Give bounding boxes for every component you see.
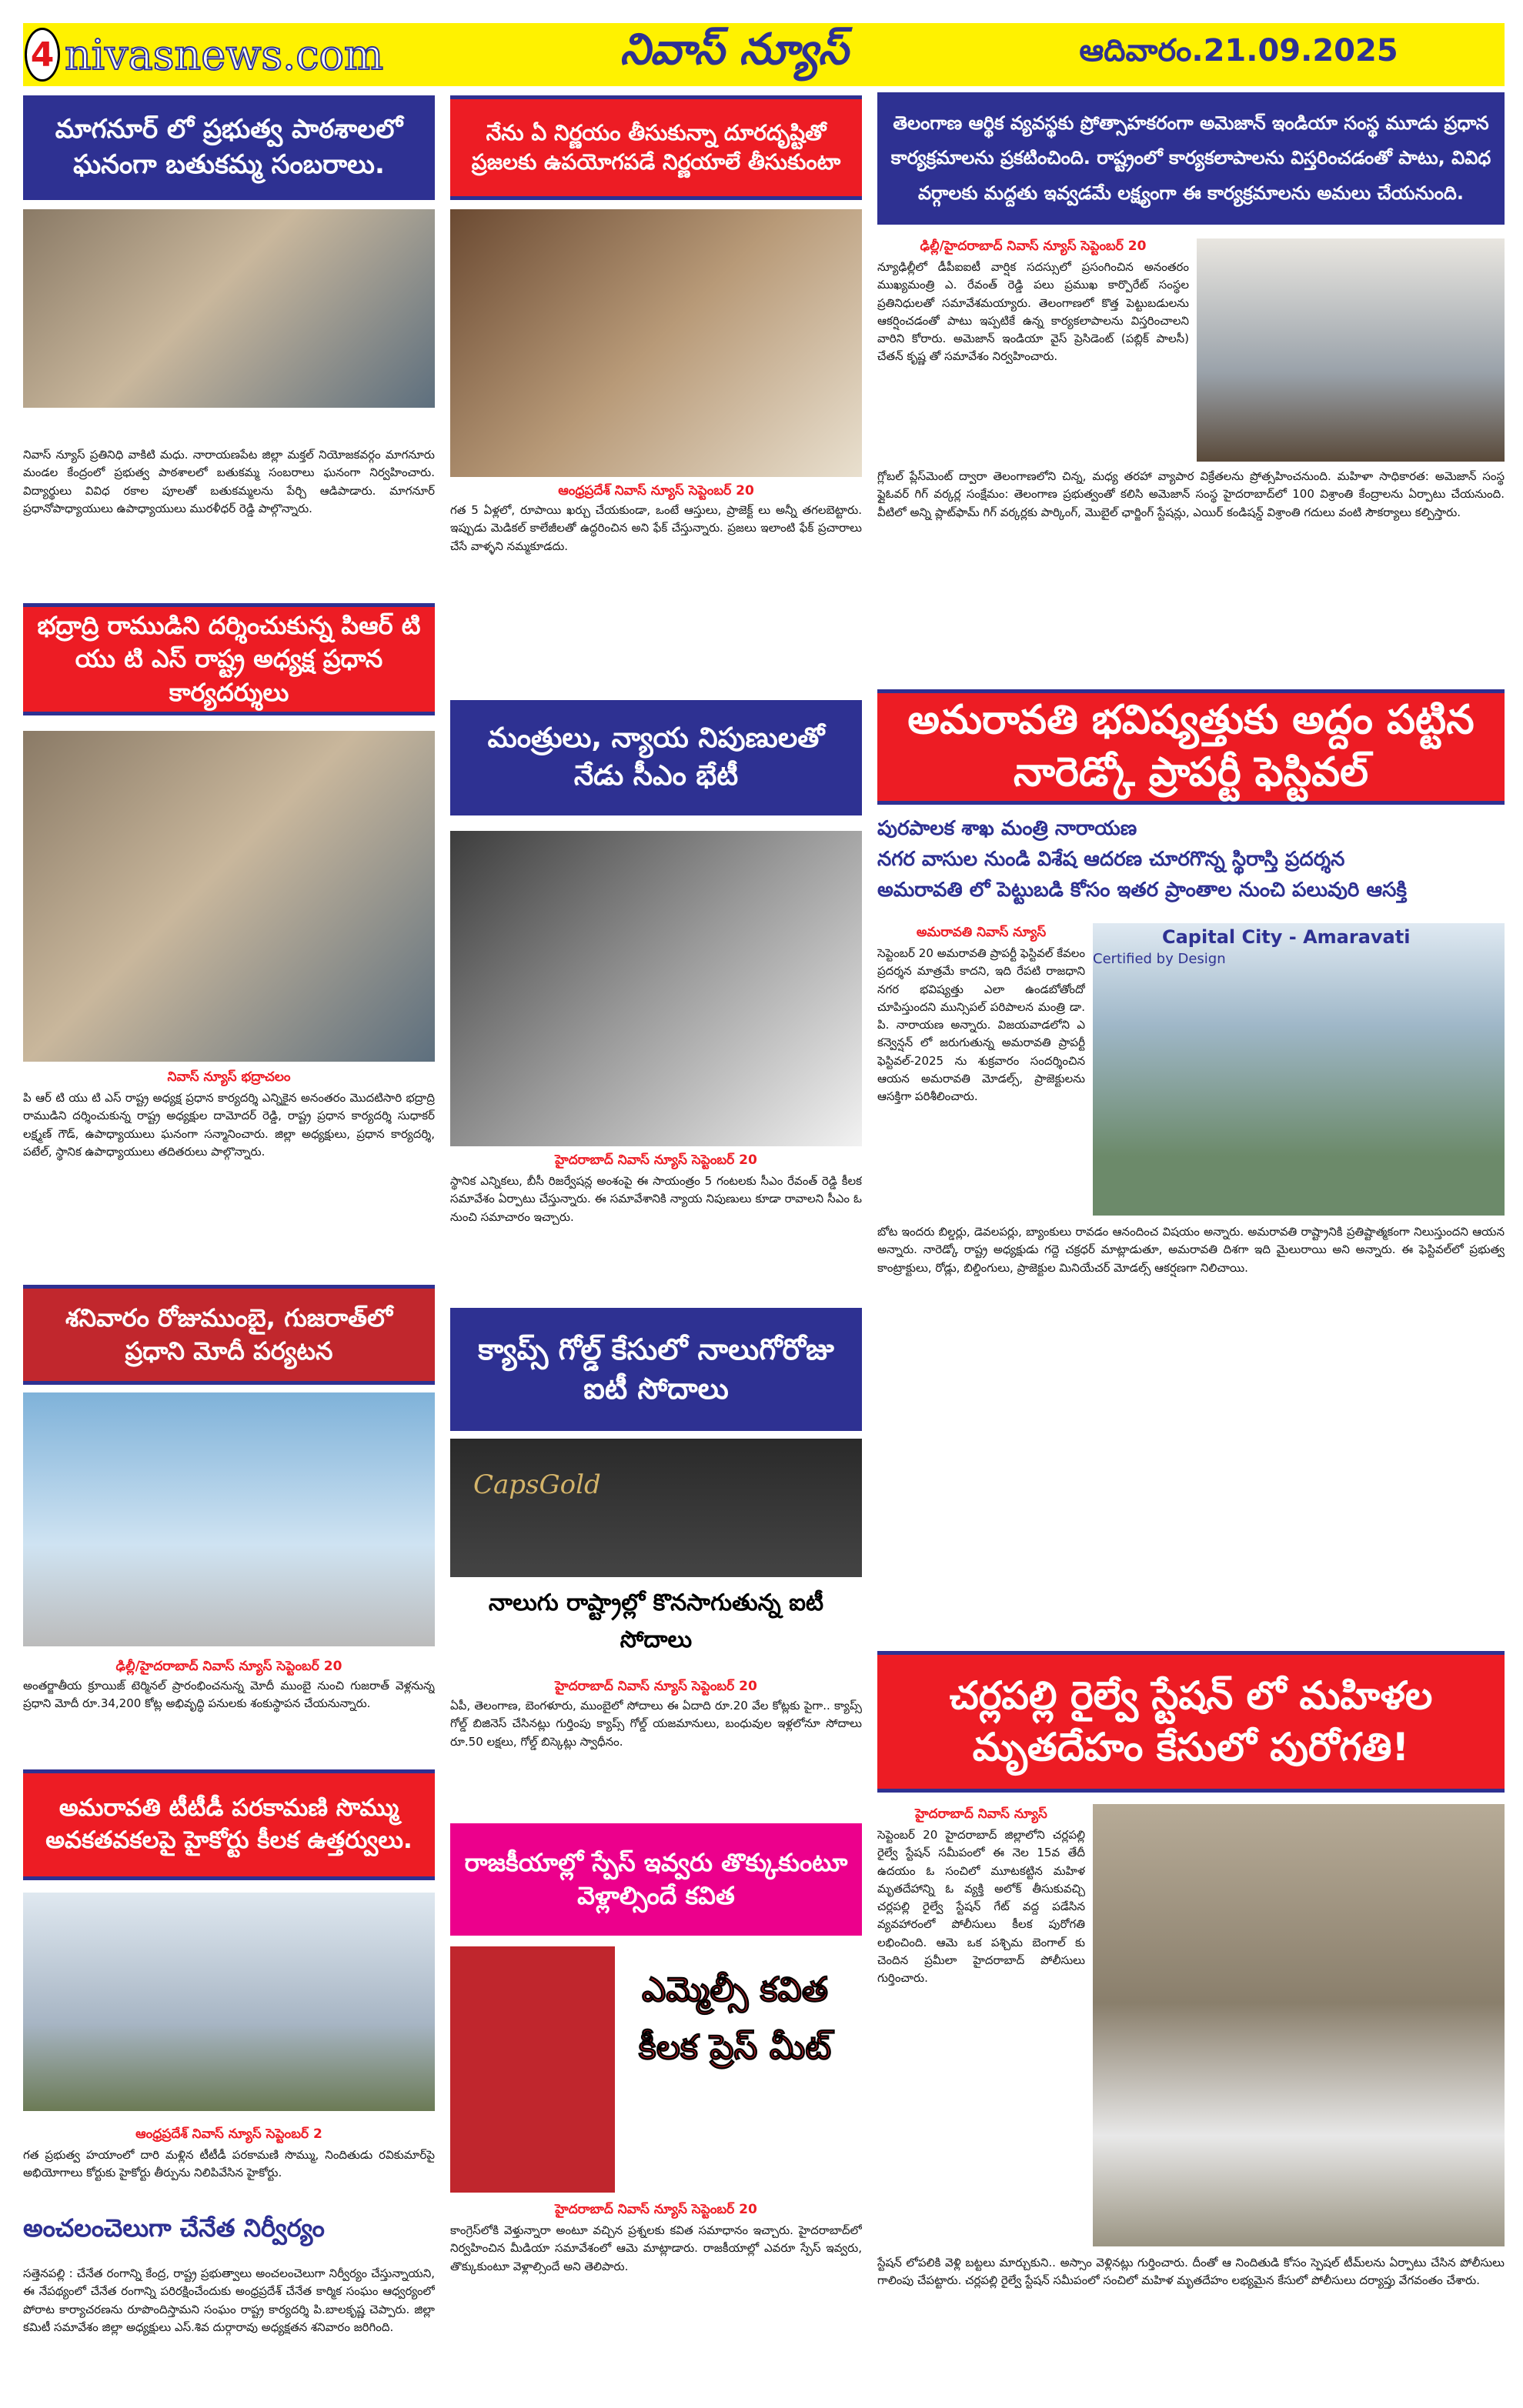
dateline: హైదరాబాద్ నివాస్ న్యూస్ సెప్టెంబర్ 20 [555,1679,757,1694]
article-body: కాంగ్రెస్‌లోకి వెళ్తున్నారా అంటూ వచ్చిన ప్రశ్నలకు కవిత సమాధానం ఇచ్చారు. హైదరాబాద్‌లో నిర్వహించిన మీడియా సమావేశంలో ఆమె మాట్లాడారు. రాజకీయాల్లో ఎవరూ స్పేస్ ఇవ్వరు, తొక్కుకుంటూ వెళ్లాల్సిందే అని తెలిపారు. [450,2223,862,2273]
kavitha-press-meet-photo [450,1946,862,2193]
article-body: అంతర్జాతీయ క్రూయిజ్ టెర్మినల్ ప్రారంభించనున్న మోదీ ముంబై నుంచి గుజరాత్ వెళ్లనున్న ప్రధాని మోదీ రూ.34,200 కోట్ల అభివృద్ధి పనులకు శంకుస్థాపన చేయనున్నారు. [23,1679,435,1711]
headline-capsgold-it-raids: క్యాప్స్ గోల్డ్ కేసులో నాలుగోరోజు ఐటీ సోదాలు [450,1308,862,1431]
headline-naredco-festival: అమరావతి భవిష్యత్తుకు అద్దం పట్టిన నారెడ్కో ప్రాపర్టీ ఫెస్టివల్ [877,689,1505,805]
article-body: బోట ఇందరు బిల్డర్లు, డెవలపర్లు, బ్యాంకులు రావడం ఆనందించ విషయం అన్నారు. అమరావతి రాష్ట్రానికి ప్రతిష్టాత్మకంగా నిలుస్తుందని ఆయన అన్నారు. నారెడ్కో రాష్ట్ర అధ్యక్షుడు గద్దె చక్రధర్ మాట్లాడుతూ, అమరావతి దిశగా ఇది మైలురాయి అని అన్నారు. ఈ ఫెస్టివల్‌లో ప్రభుత్వ కాంట్రాక్టులు, రోడ్లు, బిల్డింగులు, ప్రాజెక్టుల మినియేచర్ మోడల్స్ ఆకర్షణగా నిలిచాయి. [877,1225,1505,1275]
capsgold-photo [450,1439,862,1669]
article-body: సత్తెనపల్లి : చేనేత రంగాన్ని కేంద్ర, రాష్ట్ర ప్రభుత్వాలు అంచలంచెలుగా నిర్వీర్యం చేస్తున్నాయని, ఈ నేపథ్యంలో చేనేత రంగాన్ని పరిరక్షించేందుకు అంధ్రప్రదేశ్ చేనేత కార్మిక సంఘం ఆధ్వర్యంలో పోరాట కార్యాచరణను రూపొందిస్తామని సంఘం రాష్ట్ర కార్యదర్శి పి.బాలకృష్ణ చెప్పారు. జిల్లా కమిటీ సమావేశం జిల్లా అధ్యక్షులు ఎస్.శివ దుర్గారావు అధ్యక్షతన శనివారం జరిగింది. [23,2266,435,2334]
article-body: పి ఆర్ టి యు టి ఎస్ రాష్ట్ర అధ్యక్ష ప్రధాన కార్యదర్శి ఎన్నికైన అనంతరం మొదటిసారి భద్రాద్రి రాముడిని దర్శించుకున్న రాష్ట్ర అధ్యక్షుల దామోదర్ రెడ్డి, రాష్ట్ర ప్రధాన కార్యదర్శి సుధాకర్ లక్ష్మణ్ గౌడ్, ఉపాధ్యాయులు ఘనంగా సన్మానించారు. జిల్లా అధ్యక్షులు, ప్రధాన కార్యదర్శి, పటేల్, స్థానిక ఉపాధ్యాయులు తదితరులు పాల్గొన్నారు. [23,1091,435,1159]
banner-subtext: Certified by Design [1093,951,1226,967]
dateline: నివాస్ న్యూస్ భద్రాచలం [167,1069,291,1085]
headline-bhadradri: భద్రాద్రి రాముడిని దర్శించుకున్న పిఆర్ టి యు టి ఎస్ రాష్ట్ర అధ్యక్ష ప్రధాన కార్యదర్శులు [23,603,435,715]
headline-handloom: అంచలంచెలుగా చేనేత నిర్వీర్యం [23,2213,325,2243]
subheading: పురపాలక శాఖ మంత్రి నారాయణ [877,817,1137,840]
headline-ttd-parakamani: అమరావతి టీటీడీ పరకామణి సొమ్ము అవకతవకలపై హైకోర్టు కీలక ఉత్తర్వులు. [23,1769,435,1880]
article-body: ఏపీ, తెలంగాణ, బెంగళూరు, ముంబైలో సోదాలు ఈ ఏదాది రూ.20 వేల కోట్లకు పైగా.. క్యాప్స్ గోల్డ్ బిజినెస్ చేసినట్లు గుర్తింపు క్యాప్స్ గోల్డ్ యజమానులు, బంధువుల ఇళ్లలోనూ సోదాలు రూ.50 లక్షలు, గోల్డ్ బిస్కెట్లు స్వాధీనం. [450,1699,862,1749]
high-court-photo [23,1893,435,2111]
cm-assembly-photo [450,209,862,477]
dateline: అమరావతి నివాస్ న్యూస్ [916,925,1047,940]
article-body: గత 5 ఏళ్లలో, రూపాయి ఖర్చు చేయకుండా, ఒంటే ఆస్తులు, ప్రాజెక్ట్ లు అన్నీ తగలబెట్టారు. ఇప్పుడు మెడికల్ కాలేజీలతో ఉద్ధరించిన అని ఫేక్ చేస్తున్నారు. ప్రజలు ఇలాంటి ఫేక్ ప్రచారాలు చేసే వాళ్ళని నమ్మకూడదు. [450,503,862,553]
article-body: న్యూఢిల్లీలో డీపీఐఐటీ వార్షిక సదస్సులో ప్రసంగించిన అనంతరం ముఖ్యమంత్రి ఎ. రేవంత్ రెడ్డి పలు ప్రముఖ కార్పొరేట్ సంస్థల ప్రతినిధులతో సమావేశమయ్యారు. తెలంగాణలో కొత్త పెట్టుబడులను ఆకర్షించడంతో పాటు ఇప్పటికే ఉన్న కార్యకలాపాలను విస్తరించాలని వారిని కోరారు. అమెజాన్ ఇండియా వైస్ ప్రెసిడెంట్ (పబ్లిక్ పాలసీ) చేతన్ కృష్ణ తో సమావేశం నిర్వహించారు. [877,260,1189,364]
headline-modi-tour: శనివారం రోజుముంబై, గుజరాత్‌లో ప్రధాని మోదీ పర్యటన [23,1285,435,1385]
article-body: స్థానిక ఎన్నికలు, బీసీ రిజర్వేషన్ల అంశంపై ఈ సాయంత్రం 5 గంటలకు సీఎం రేవంత్ రెడ్డి కీలక సమావేశం ఏర్పాటు చేస్తున్నారు. ఈ సమావేశానికి న్యాయ నిపుణులు కూడా రావాలని సీఎం ఓ నుంచి సమాచారం ఇచ్చారు. [450,1174,862,1224]
image-overlay-text: ఎమ్మెల్సీ కవిత కీలక ప్రెస్ మీట్ [638,1970,832,2067]
article-body: నివాస్ న్యూస్ ప్రతినిధి వాకిటి మధు. నారాయణపేట జిల్లా మక్తల్ నియోజకవర్గం మాగనూరు మండల కేంద్రంలో ప్రభుత్వ పాఠశాలలో బతుకమ్మ సంబరాలు ఘనంగా నిర్వహించారు. విద్యార్థులు వివిధ రకాల పూలతో బతుకమ్మలను పేర్చి ఆడిపాడారు. మాగనూర్ ప్రధానోపాధ్యాయులు ఉపాధ్యాయులు మురళీధర్ రెడ్డి పాల్గొన్నారు. [23,448,435,515]
subheading: అమరావతి లో పెట్టుబడి కోసం ఇతర ప్రాంతాల నుంచి పలువురి ఆసక్తి [877,879,1407,902]
dateline: ఆంధ్రప్రదేశ్ నివాస్ న్యూస్ సెప్టెంబర్ 2 [135,2126,322,2142]
dateline: ఆంధ్రప్రదేశ్ నివాస్ న్యూస్ సెప్టెంబర్ 20 [558,483,754,499]
article-body: సెప్టెంబర్ 20 హైదరాబాద్ జిల్లాలోని చర్లపల్లి రైల్వే స్టేషన్ సమీపంలో ఈ నెల 15వ తేదీ ఉదయం ఓ సంచిలో మూటకట్టిన మహిళ మృతదేహాన్ని ఓ వ్యక్తి అలోక్ తీసుకువచ్చి చర్లపల్లి రైల్వే స్టేషన్ గేట్ వద్ద పడేసిన వ్యవహారంలో పోలీసులు కీలక పురోగతి లభించింది. ఆమె ఒక పశ్చిమ బెంగాల్ కు చెందిన ప్రమీలా హైదరాబాద్ పోలీసులు గుర్తించారు. [877,1828,1085,1985]
amazon-meeting-photo [1197,238,1505,462]
bathukamma-photo [23,209,435,408]
dateline: ఢిల్లీ/హైదరాబాద్ నివాస్ న్యూస్ సెప్టెంబర్ 20 [920,238,1147,254]
amaravati-festival-photo [1093,923,1505,1216]
headline-kavitha: రాజకీయాల్లో స్పేస్ ఇవ్వరు తొక్కుకుంటూ వెళ్లాల్సిందే కవిత [450,1823,862,1936]
article-body: గ్లోబల్ ప్లేస్‌మెంట్ ద్వారా తెలంగాణలోని చిన్న, మధ్య తరహా వ్యాపార విక్రేతలను ప్రోత్సహించనుంది. మహిళా సాధికారత: అమెజాన్ సంస్థ ఫ్లైఓవర్ గిగ్ వర్కర్ల సంక్షేమం: తెలంగాణ ప్రభుత్వంతో కలిసి అమెజాన్ సంస్థ హైదరాబాద్‌లో 100 విశ్రాంతి కేంద్రాలను ఏర్పాటు చేయనుంది. వీటిలో అన్ని ప్లాట్‌ఫామ్ గిగ్ వర్కర్లకు పార్కింగ్, మొబైల్ ఛార్జింగ్ స్టేషన్లు, ఎయిర్ కండిషన్డ్ విశ్రాంతి గదులు వంటి సౌకర్యాలు కల్పిస్తారు. [877,469,1505,519]
bhadradri-photo [23,731,435,1062]
issue-date: ఆదివారం.21.09.2025 [1079,33,1398,68]
headline-cm-meeting: మంత్రులు, న్యాయ నిపుణులతో నేడు సీఎం భేటీ [450,700,862,815]
dateline: హైదరాబాద్ నివాస్ న్యూస్ సెప్టెంబర్ 20 [555,2202,757,2217]
dateline: హైదరాబాద్ నివాస్ న్యూస్ సెప్టెంబర్ 20 [555,1152,757,1168]
headline-maganoor-bathukamma: మాగనూర్ లో ప్రభుత్వ పాఠశాలలో ఘనంగా బతుకమ్మ సంబరాలు. [23,95,435,200]
masthead-bar [23,23,1505,86]
site-name[interactable]: nivasnews.com [65,30,384,79]
page-number: 4 [25,28,60,82]
newspaper-title: నివాస్ న్యూస్ [620,24,849,75]
article-body: స్టేషన్ లోపలికి వెళ్లి బట్టలు మార్చుకుని.. అస్సాం వెళ్లినట్లు గుర్తించారు. దీంతో ఆ నిందితుడి కోసం స్పెషల్ టీమ్‌లను ఏర్పాటు చేసిన పోలీసులు గాలింపు చేపట్టారు. చర్లపల్లి రైల్వే స్టేషన్ సమీపంలో సంచిలో మహిళ మృతదేహం లభ్యమైన కేసులో పోలీసులు దర్యాప్తు వేగవంతం చేశారు. [877,2256,1505,2288]
modi-gujarat-photo [23,1392,435,1646]
headline-cbn-decisions: నేను ఏ నిర్ణయం తీసుకున్నా దూరదృష్టితో ప్రజలకు ఉపయోగపడే నిర్ణయాలే తీసుకుంటా [450,95,862,200]
image-overlay-text: నాలుగు రాష్ట్రాల్లో కొనసాగుతున్న ఐటీ సోదాలు [450,1577,862,1669]
revanth-reddy-photo [450,831,862,1146]
subheading: నగర వాసుల నుండి విశేష ఆదరణ చూరగొన్న స్థిరాస్తి ప్రదర్శన [877,848,1345,871]
dateline: ఢిల్లీ/హైదరాబాద్ నివాస్ న్యూస్ సెప్టెంబర్ 20 [115,1659,342,1674]
headline-amazon-telangana: తెలంగాణ ఆర్థిక వ్యవస్థకు ప్రోత్సాహకరంగా అమెజాన్ ఇండియా సంస్థ మూడు ప్రధాన కార్యక్రమాలను ప్రకటించింది. రాష్ట్రంలో కార్యకలాపాలను విస్తరించడంతో పాటు, వివిధ వర్గాలకు మద్దతు ఇవ్వడమే లక్ష్యంగా ఈ కార్యక్రమాలను అమలు చేయనుంది. [877,92,1505,225]
dateline: హైదరాబాద్ నివాస్ న్యూస్ [915,1806,1047,1822]
capsgold-sign: CapsGold [473,1469,601,1500]
headline-charlapalli: చర్లపల్లి రైల్వే స్టేషన్ లో మహిళల మృతదేహం కేసులో పురోగతి! [877,1651,1505,1793]
banner-text: Capital City - Amaravati [1162,926,1411,948]
article-body: గత ప్రభుత్వ హయాంలో దారి మళ్లిన టీటీడీ పరకామణి సొమ్ము, నిందితుడు రవికుమార్‌పై అభియోగాలు కోర్టుకు హైకోర్టు తీర్పును నిలిపివేసిన హైకోర్టు. [23,2148,435,2180]
article-body: సెప్టెంబర్ 20 అమరావతి ప్రాపర్టీ ఫెస్టివల్ కేవలం ప్రదర్శన మాత్రమే కాదని, ఇది రేపటి రాజధాని నగర భవిష్యత్తు ఎలా ఉండబోతోందో చూపిస్తుందని మున్సిపల్ పరిపాలన మంత్రి డా. పి. నారాయణ అన్నారు. విజయవాడలోని ఎ కన్వెన్షన్ లో జరుగుతున్న అమరావతి ప్రాపర్టీ ఫెస్టివల్-2025 ను శుక్రవారం సందర్శించిన ఆయన అమరావతి మోడల్స్, ప్రాజెక్టులను ఆసక్తిగా పరిశీలించారు. [877,946,1085,1103]
charlapalli-scene-photo [1093,1804,1505,2246]
